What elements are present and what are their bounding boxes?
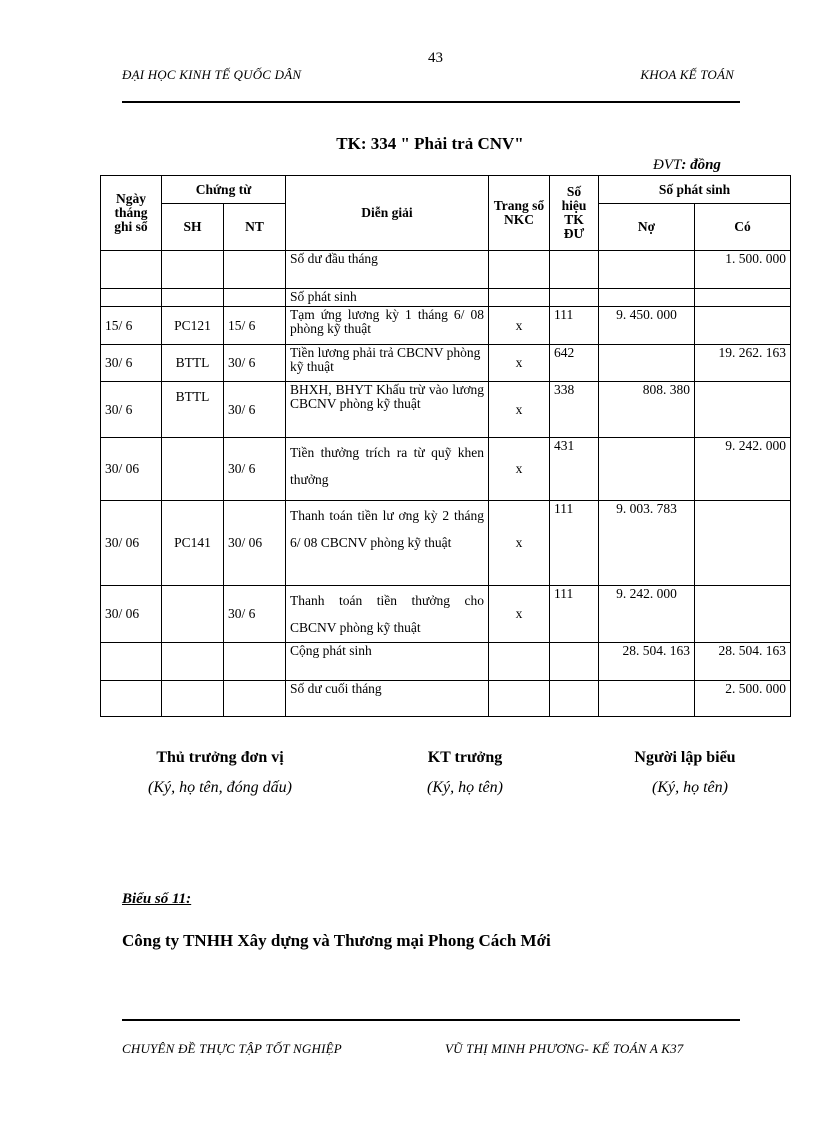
row-account: 431 <box>550 438 599 501</box>
row-date: 30/ 06 <box>101 438 162 501</box>
row-date: 30/ 06 <box>101 586 162 643</box>
row-desc: Tạm ứng lương kỳ 1 tháng 6/ 08 phòng kỹ thuật <box>286 307 489 345</box>
row-nt: 30/ 6 <box>224 586 286 643</box>
closing-label: Số dư cuối tháng <box>286 681 489 717</box>
row-debit <box>599 345 695 382</box>
row-date: 15/ 6 <box>101 307 162 345</box>
header-department: KHOA KẾ TOÁN <box>640 67 734 82</box>
opening-balance-row <box>101 251 791 289</box>
signature-title: KT trưởng <box>427 749 503 766</box>
row-nt: 30/ 6 <box>224 382 286 438</box>
signature-block-chief-accountant <box>365 749 565 797</box>
row-page: x <box>489 345 550 382</box>
header-row-1 <box>101 176 791 204</box>
row-page: x <box>489 586 550 643</box>
row-credit <box>695 307 791 345</box>
section-row <box>101 289 791 307</box>
footer-right: VŨ THỊ MINH PHƯƠNG- KẾ TOÁN A K37 <box>445 1041 684 1056</box>
row-sh: PC121 <box>162 307 224 345</box>
col-nt-header: NT <box>224 204 286 251</box>
table-row <box>101 438 791 501</box>
row-sh <box>162 438 224 501</box>
col-voucher-header: Chứng từ <box>162 176 286 204</box>
page-number: 43 <box>428 50 443 66</box>
row-credit <box>695 501 791 586</box>
total-credit: 28. 504. 163 <box>695 643 791 681</box>
company-name: Công ty TNHH Xây dựng và Thương mại Phong Cách Mới <box>122 931 551 950</box>
col-credit-header: Có <box>695 204 791 251</box>
opening-label: Số dư đầu tháng <box>286 251 489 289</box>
row-page: x <box>489 501 550 586</box>
header-rule <box>122 101 740 103</box>
signature-sub: (Ký, họ tên, đóng dấu) <box>148 779 292 796</box>
table-row <box>101 586 791 643</box>
col-date-header: Ngày tháng ghi sổ <box>101 176 162 251</box>
col-account-header: Số hiệu TK ĐƯ <box>550 176 599 251</box>
table-row <box>101 501 791 586</box>
row-nt: 15/ 6 <box>224 307 286 345</box>
row-desc: Tiền thưởng trích ra từ quỹ khen thưởng <box>286 438 489 501</box>
footer-rule <box>122 1019 740 1021</box>
signature-title: Người lập biểu <box>634 749 736 766</box>
signature-block-head <box>120 749 320 797</box>
row-date: 30/ 06 <box>101 501 162 586</box>
row-debit <box>599 438 695 501</box>
row-nt: 30/ 6 <box>224 345 286 382</box>
row-debit: 9. 450. 000 <box>599 307 695 345</box>
row-credit: 9. 242. 000 <box>695 438 791 501</box>
row-sh: BTTL <box>162 382 224 438</box>
row-sh <box>162 586 224 643</box>
row-credit <box>695 382 791 438</box>
row-account: 338 <box>550 382 599 438</box>
row-page: x <box>489 307 550 345</box>
header-university: ĐẠI HỌC KINH TẾ QUỐC DÂN <box>122 67 302 82</box>
col-page-header: Trang sổ NKC <box>489 176 550 251</box>
table-row <box>101 382 791 438</box>
row-sh: BTTL <box>162 345 224 382</box>
total-debit: 28. 504. 163 <box>599 643 695 681</box>
row-nt: 30/ 06 <box>224 501 286 586</box>
row-desc: Thanh toán tiền thưởng cho CBCNV phòng kỹ thuật <box>286 586 489 643</box>
row-debit: 9. 242. 000 <box>599 586 695 643</box>
row-desc: Tiền lương phải trả CBCNV phòng kỹ thuật <box>286 345 489 382</box>
row-credit <box>695 586 791 643</box>
row-account: 111 <box>550 586 599 643</box>
row-debit: 808. 380 <box>599 382 695 438</box>
total-row <box>101 643 791 681</box>
row-credit: 19. 262. 163 <box>695 345 791 382</box>
table-row <box>101 345 791 382</box>
row-desc: Thanh toán tiền lư ơng kỳ 2 tháng 6/ 08 CBCNV phòng kỹ thuật <box>286 501 489 586</box>
row-desc: BHXH, BHYT Khấu trừ vào lương CBCNV phòng kỹ thuật <box>286 382 489 438</box>
row-account: 111 <box>550 501 599 586</box>
table-row <box>101 307 791 345</box>
closing-balance-row <box>101 681 791 717</box>
opening-credit: 1. 500. 000 <box>695 251 791 289</box>
total-label: Cộng phát sinh <box>286 643 489 681</box>
signature-title: Thủ trưởng đơn vị <box>156 749 284 766</box>
form-number: Biểu số 11: <box>122 891 192 907</box>
row-sh: PC141 <box>162 501 224 586</box>
col-sh-header: SH <box>162 204 224 251</box>
signature-sub: (Ký, họ tên) <box>652 779 728 796</box>
col-amount-header: Số phát sinh <box>599 176 791 204</box>
section-label: Số phát sinh <box>286 289 489 307</box>
unit-label <box>653 157 721 174</box>
row-debit: 9. 003. 783 <box>599 501 695 586</box>
footer-left: CHUYÊN ĐỀ THỰC TẬP TỐT NGHIỆP <box>122 1041 342 1056</box>
unit-label-text: ĐVT <box>653 157 682 173</box>
row-page: x <box>489 438 550 501</box>
signature-sub: (Ký, họ tên) <box>427 779 503 796</box>
unit-value: : đồng <box>681 157 721 173</box>
closing-credit: 2. 500. 000 <box>695 681 791 717</box>
row-page: x <box>489 382 550 438</box>
ledger-table <box>100 175 791 717</box>
row-date: 30/ 6 <box>101 382 162 438</box>
row-date: 30/ 6 <box>101 345 162 382</box>
ledger-title: TK: 334 " Phải trả CNV" <box>336 134 524 153</box>
signature-block-preparer <box>585 749 785 797</box>
col-debit-header: Nợ <box>599 204 695 251</box>
row-account: 642 <box>550 345 599 382</box>
row-nt: 30/ 6 <box>224 438 286 501</box>
col-desc-header: Diễn giải <box>286 176 489 251</box>
row-account: 111 <box>550 307 599 345</box>
